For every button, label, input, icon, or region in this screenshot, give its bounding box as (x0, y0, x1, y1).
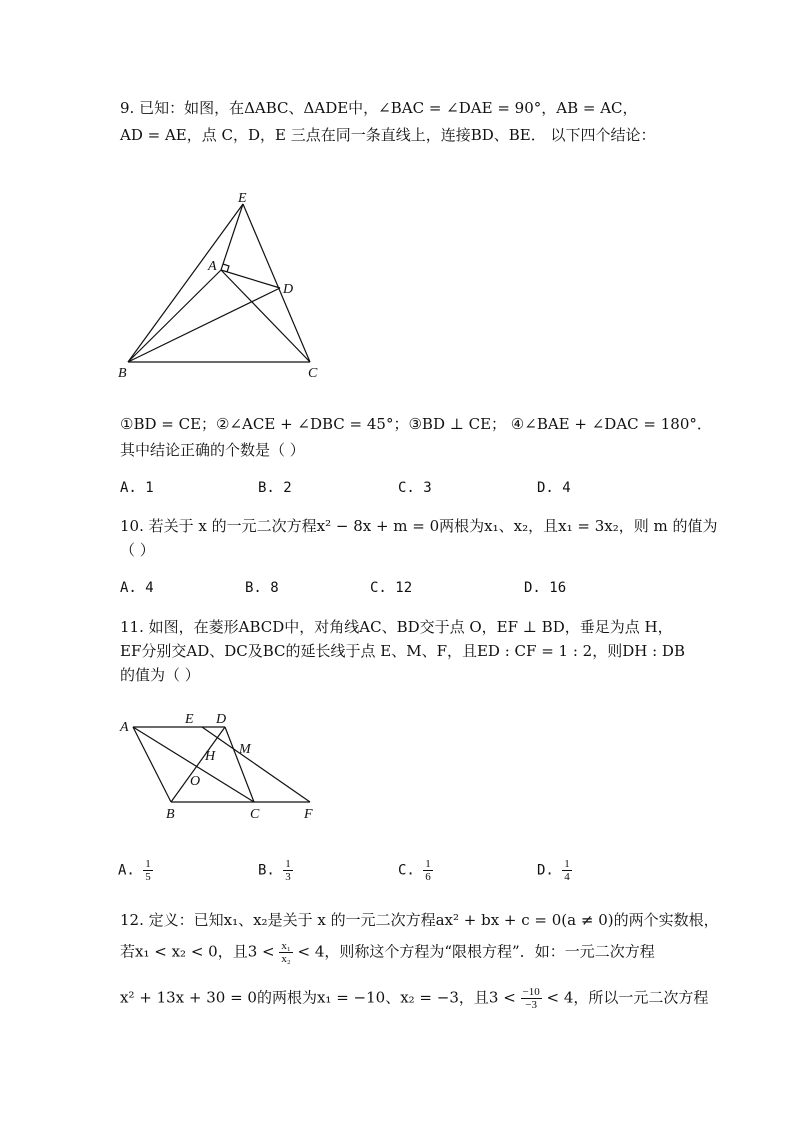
q9-option-a: A. 1 (120, 480, 154, 496)
q11-label-f: F (304, 807, 313, 822)
q9-option-c: C. 3 (398, 480, 432, 496)
q9-segment-ec (243, 204, 310, 362)
q10-option-a: A. 4 (120, 580, 154, 596)
q12-line3-fraction (521, 986, 542, 1011)
q12-line3 (120, 986, 708, 1011)
q11-line2: EF分别交AD、DC及BC的延长线于点 E、M、F，且ED : CF = 1 : 2，则DH : DB (120, 642, 685, 660)
q9-label-e: E (238, 191, 247, 206)
q10-option-c: C. 12 (370, 580, 413, 596)
q11-figure (110, 705, 340, 825)
q10-option-b: B. 8 (245, 580, 279, 596)
q10-line2: （ ） (120, 541, 155, 559)
q12-line3-denominator: −3 (525, 999, 538, 1011)
q9-figure (110, 190, 330, 385)
q12-line2-post: < 4，则称这个方程为“限根方程”．如：一元二次方程 (297, 942, 655, 961)
q11-option-b-denominator: 3 (285, 871, 291, 883)
q11-line3: 的值为（ ） (120, 666, 200, 684)
q9-segment-be (128, 204, 243, 362)
q9-conclusions: ①BD = CE；②∠ACE + ∠DBC = 45°；③BD ⊥ CE； ④∠BAE + ∠DAC = 180°． (120, 415, 712, 433)
q9-option-d: D. 4 (537, 480, 571, 496)
q9-segment-bd (128, 288, 280, 362)
q11-line1: 11. 如图，在菱形ABCD中，对角线AC、BD交于点 O，EF ⊥ BD，垂足为点 H， (120, 618, 673, 636)
q12-line2-denominator: x₂ (281, 953, 291, 965)
q9-option-b: B. 2 (258, 480, 292, 496)
q11-option-b-letter: B. (258, 862, 275, 879)
q11-option-b (258, 858, 293, 883)
q11-option-a-denominator: 5 (145, 871, 151, 883)
q11-segment-ac (133, 727, 254, 802)
q11-option-a-numerator: 1 (145, 858, 151, 870)
q11-option-a-fraction (143, 858, 153, 883)
q10-line1: 10. 若关于 x 的一元二次方程x² − 8x + m = 0两根为x₁、x₂，且x₁ = 3x₂，则 m 的值为 (120, 517, 718, 535)
q12-line1: 12. 定义：已知x₁、x₂是关于 x 的一元二次方程ax² + bx + c = 0(a ≠ 0)的两个实数根， (120, 911, 719, 929)
q11-segment-ef (202, 727, 310, 802)
q11-label-b: B (166, 807, 175, 822)
q11-option-c-denominator: 6 (425, 871, 431, 883)
q11-label-d: D (216, 712, 227, 727)
q11-option-d-fraction (562, 858, 572, 883)
q11-label-c: C (250, 807, 260, 822)
q9-segment-ab (128, 270, 221, 362)
q12-line3-pre: x² + 13x + 30 = 0的两根为x₁ = −10、x₂ = −3，且3 < (120, 988, 516, 1007)
q12-line2 (120, 940, 655, 965)
q11-segment-dc (225, 727, 254, 802)
q11-option-c-fraction (423, 858, 433, 883)
q11-option-d (537, 858, 572, 883)
q9-line1: 9. 已知：如图，在ΔABC、ΔADE中，∠BAC = ∠DAE = 90°，AB = AC， (120, 99, 638, 117)
q9-label-d: D (283, 282, 294, 297)
q11-option-b-fraction (283, 858, 293, 883)
q11-option-d-numerator: 1 (564, 858, 570, 870)
q9-label-c: C (308, 366, 318, 381)
q12-line3-post: < 4，所以一元二次方程 (546, 988, 709, 1007)
q11-option-d-letter: D. (537, 862, 554, 879)
q11-label-e: E (185, 712, 194, 727)
q11-label-a: A (120, 720, 129, 735)
q11-option-c (398, 858, 433, 883)
q9-label-a: A (208, 259, 217, 274)
q12-line2-fraction (279, 940, 292, 965)
q10-option-d: D. 16 (524, 580, 567, 596)
q9-line2: AD = AE，点 C，D，E 三点在同一条直线上，连接BD、BE． 以下四个结论： (120, 126, 656, 144)
q9-question: 其中结论正确的个数是（ ） (120, 441, 305, 459)
q11-option-c-letter: C. (398, 862, 415, 879)
q9-label-b: B (118, 366, 127, 381)
q11-option-a (118, 858, 153, 883)
q11-label-o: O (190, 774, 201, 789)
q12-line3-numerator: −10 (522, 986, 540, 998)
q12-line2-numerator: x₁ (281, 940, 291, 952)
q11-option-c-numerator: 1 (425, 858, 431, 870)
q11-label-h: H (205, 749, 216, 764)
q9-segment-ea (221, 204, 243, 270)
q11-option-d-denominator: 4 (564, 871, 570, 883)
q12-line2-pre: 若x₁ < x₂ < 0，且3 < (120, 942, 275, 961)
q11-option-a-letter: A. (118, 862, 135, 879)
q11-label-m: M (239, 742, 251, 757)
q11-option-b-numerator: 1 (285, 858, 291, 870)
q11-segment-bd (171, 727, 225, 802)
